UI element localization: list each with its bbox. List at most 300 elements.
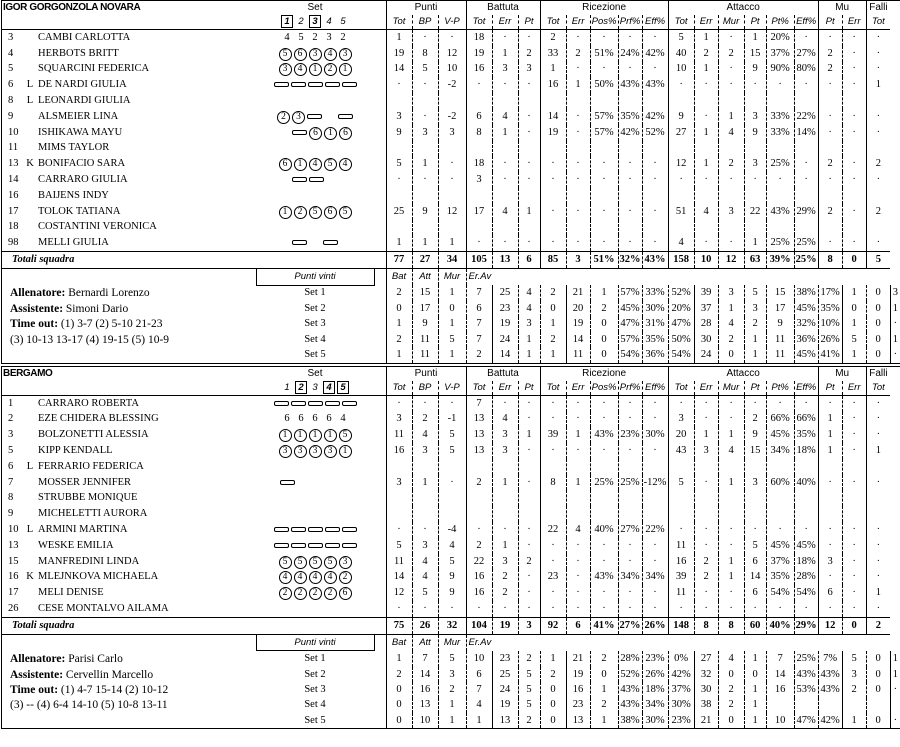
set-bench-mark bbox=[308, 527, 323, 532]
stat-cell: · bbox=[590, 412, 618, 428]
stat-cell: 16 bbox=[386, 443, 412, 459]
stat-cell: · bbox=[866, 475, 890, 491]
stat-cell: 17 bbox=[466, 204, 492, 220]
att-value: 17 bbox=[412, 301, 438, 316]
set-stat-cell: 0 bbox=[866, 667, 890, 682]
set-stat-cell: 16 bbox=[566, 682, 590, 697]
set-stat-cell: 2 bbox=[590, 698, 618, 713]
erav-value: 4 bbox=[466, 698, 492, 713]
set-position: 6 bbox=[284, 413, 290, 425]
set-stat-cell: · bbox=[890, 713, 900, 728]
stat-cell: 3 bbox=[744, 475, 766, 491]
column-header: Pt bbox=[818, 15, 842, 30]
set-stat-cell: 1 bbox=[744, 347, 766, 362]
player-set-entries bbox=[256, 490, 374, 506]
set-position: 6 bbox=[312, 413, 318, 425]
player-name: MANFREDINI LINDA bbox=[38, 555, 140, 567]
att-value: 14 bbox=[412, 667, 438, 682]
stat-cell: · bbox=[694, 172, 718, 188]
player-name: LEONARDI GIULIA bbox=[38, 95, 131, 107]
set-stat-cell: 45% bbox=[618, 301, 642, 316]
set-position: 2 bbox=[294, 206, 307, 219]
stat-cell bbox=[590, 220, 618, 236]
stat-cell: · bbox=[766, 522, 794, 538]
player-number: 1 bbox=[8, 397, 14, 409]
stat-cell bbox=[694, 141, 718, 157]
player-set-entries bbox=[256, 412, 374, 428]
set-position: 6 bbox=[339, 127, 352, 140]
set-stat-cell: 18% bbox=[642, 682, 668, 697]
set-stat-cell: 19 bbox=[492, 698, 518, 713]
player-row bbox=[2, 46, 900, 62]
stat-cell bbox=[492, 141, 518, 157]
player-name: ARMINI MARTINA bbox=[38, 523, 128, 535]
totals-label: Totali squadra bbox=[2, 252, 386, 269]
set-position: 5 bbox=[298, 31, 304, 43]
stat-cell: 1 bbox=[438, 235, 466, 251]
player-role bbox=[24, 141, 36, 157]
set-bench-mark bbox=[338, 114, 353, 119]
player-number: 6 bbox=[8, 460, 14, 472]
stat-cell: · bbox=[718, 395, 744, 411]
column-header: Err bbox=[492, 15, 518, 30]
set-stat-cell: 1 bbox=[842, 713, 866, 728]
stat-cell bbox=[540, 220, 566, 236]
set-stat-cell: 30% bbox=[668, 698, 694, 713]
stat-cell: 40% bbox=[590, 522, 618, 538]
stat-cell: · bbox=[866, 46, 890, 62]
stat-cell: · bbox=[642, 585, 668, 601]
stat-cell bbox=[744, 459, 766, 475]
player-number: 2 bbox=[8, 413, 14, 425]
coach-line bbox=[2, 285, 256, 301]
set-position: 5 bbox=[309, 556, 322, 569]
stat-cell: 1 bbox=[566, 475, 590, 491]
player-number: 9 bbox=[8, 110, 14, 122]
player-role bbox=[24, 125, 36, 141]
total-cell: 6 bbox=[566, 617, 590, 634]
column-header: Err bbox=[842, 381, 866, 396]
stat-cell bbox=[540, 459, 566, 475]
set-stat-cell: 14 bbox=[566, 332, 590, 347]
stat-cell: · bbox=[866, 412, 890, 428]
stat-cell: · bbox=[794, 30, 818, 46]
column-header: Pt bbox=[518, 381, 540, 396]
stat-cell: 4 bbox=[438, 538, 466, 554]
set-stat-cell: · bbox=[890, 682, 900, 697]
stat-cell: · bbox=[590, 601, 618, 617]
totals-label: Totali squadra bbox=[2, 617, 386, 634]
set-stat-cell: 2 bbox=[540, 332, 566, 347]
set-stat-cell: 34% bbox=[642, 698, 668, 713]
stat-cell: · bbox=[540, 538, 566, 554]
stat-cell: · bbox=[438, 156, 466, 172]
stat-cell: · bbox=[642, 204, 668, 220]
stat-cell: · bbox=[590, 443, 618, 459]
player-set-entries bbox=[256, 459, 374, 475]
set-position: 5 bbox=[279, 48, 292, 61]
stat-cell: 3 bbox=[466, 172, 492, 188]
column-header: Eff% bbox=[642, 381, 668, 396]
set-stat-cell: 7% bbox=[818, 651, 842, 667]
stat-cell bbox=[412, 141, 438, 157]
set-stat-cell: 43% bbox=[794, 667, 818, 682]
stat-cell: · bbox=[412, 30, 438, 46]
set-bench-mark bbox=[291, 401, 306, 406]
stat-cell: 18 bbox=[466, 30, 492, 46]
stat-cell: 2 bbox=[718, 156, 744, 172]
stat-cell: · bbox=[842, 204, 866, 220]
set-stat-cell: 19 bbox=[492, 317, 518, 332]
stat-cell bbox=[412, 93, 438, 109]
set-summary-label: Set 5 bbox=[304, 349, 326, 360]
stat-cell: 1 bbox=[718, 427, 744, 443]
stat-cell bbox=[866, 141, 890, 157]
set-position: 6 bbox=[309, 127, 322, 140]
set-position: 3 bbox=[279, 63, 292, 76]
stat-cell: 10 bbox=[438, 62, 466, 78]
stat-cell bbox=[794, 506, 818, 522]
set-position: 4 bbox=[284, 31, 290, 43]
total-cell: 0 bbox=[842, 252, 866, 269]
player-number: 3 bbox=[8, 31, 14, 43]
stat-cell: 9 bbox=[412, 204, 438, 220]
stat-cell: · bbox=[842, 62, 866, 78]
stat-cell: · bbox=[744, 172, 766, 188]
stat-cell: · bbox=[566, 443, 590, 459]
set-number-label: 5 bbox=[337, 381, 349, 394]
set-summary-label: Set 4 bbox=[304, 333, 326, 345]
total-cell: 27% bbox=[618, 617, 642, 634]
set-stat-cell: 5 bbox=[518, 698, 540, 713]
erav-value: 7 bbox=[466, 332, 492, 347]
stat-cell: 6 bbox=[744, 585, 766, 601]
set-stat-cell: 37 bbox=[694, 301, 718, 316]
stat-cell: 3 bbox=[386, 475, 412, 491]
stat-cell: 11 bbox=[386, 554, 412, 570]
stat-cell: · bbox=[566, 125, 590, 141]
erav-value: 7 bbox=[466, 317, 492, 332]
column-header: Pos% bbox=[590, 381, 618, 396]
coach-info-label: Assistente: bbox=[10, 668, 64, 681]
stat-cell bbox=[438, 188, 466, 204]
att-header: Att bbox=[412, 268, 438, 285]
stat-cell: -2 bbox=[438, 109, 466, 125]
team-name: IGOR GORGONZOLA NOVARA bbox=[3, 2, 141, 13]
stat-cell: 9 bbox=[744, 427, 766, 443]
player-row bbox=[2, 77, 900, 93]
total-cell: 0 bbox=[842, 617, 866, 634]
bat-header: Bat bbox=[386, 268, 412, 285]
player-row bbox=[2, 443, 900, 459]
stat-cell: · bbox=[694, 109, 718, 125]
stat-cell bbox=[566, 93, 590, 109]
stat-cell bbox=[766, 506, 794, 522]
total-cell: 40% bbox=[766, 617, 794, 634]
stat-cell: 1 bbox=[412, 475, 438, 491]
column-header: Err bbox=[566, 381, 590, 396]
column-header: Pt% bbox=[766, 381, 794, 396]
player-number: 9 bbox=[8, 508, 14, 520]
player-number: 13 bbox=[8, 158, 19, 170]
player-name: HERBOTS BRITT bbox=[38, 47, 119, 59]
stat-cell: 22% bbox=[794, 109, 818, 125]
set-position: 2 bbox=[312, 31, 318, 43]
set-stat-cell: 19 bbox=[566, 317, 590, 332]
stat-cell: · bbox=[694, 475, 718, 491]
set-stat-cell: 0 bbox=[866, 301, 890, 316]
stat-cell: 6 bbox=[818, 585, 842, 601]
stat-cell: · bbox=[566, 585, 590, 601]
stat-cell: 20% bbox=[766, 30, 794, 46]
player-set-entries bbox=[256, 443, 374, 459]
set-bench-mark bbox=[274, 82, 289, 87]
set-bench-mark bbox=[308, 543, 323, 548]
set-summary-row bbox=[2, 347, 900, 362]
set-stat-cell: 1 bbox=[590, 682, 618, 697]
stat-cell: 19 bbox=[386, 46, 412, 62]
player-name: DE NARDI GIULIA bbox=[38, 79, 127, 91]
stat-cell: 1 bbox=[518, 427, 540, 443]
player-number: 11 bbox=[8, 142, 19, 154]
stat-cell: · bbox=[642, 30, 668, 46]
stat-cell: · bbox=[492, 172, 518, 188]
stat-cell: 14 bbox=[744, 569, 766, 585]
set-stat-cell: · bbox=[890, 347, 900, 362]
stat-cell: 5 bbox=[744, 538, 766, 554]
stat-cell bbox=[744, 141, 766, 157]
player-row bbox=[2, 172, 900, 188]
player-role bbox=[24, 601, 36, 617]
stat-cell bbox=[866, 506, 890, 522]
stat-cell bbox=[518, 220, 540, 236]
stat-cell bbox=[386, 220, 412, 236]
player-number: 98 bbox=[8, 237, 19, 249]
stat-cell: 39 bbox=[668, 569, 694, 585]
stat-cell: · bbox=[566, 30, 590, 46]
stat-cell: 35% bbox=[766, 569, 794, 585]
punti-vinti-header: Punti vinti bbox=[256, 268, 374, 285]
player-row bbox=[2, 156, 900, 172]
stat-cell: · bbox=[412, 77, 438, 93]
set-stat-cell: 47% bbox=[668, 317, 694, 332]
stat-cell: 2 bbox=[818, 156, 842, 172]
column-header: Err bbox=[842, 15, 866, 30]
column-header: Eff% bbox=[794, 381, 818, 396]
set-stat-cell: 10 bbox=[766, 713, 794, 728]
set-stat-cell: 2 bbox=[590, 651, 618, 667]
total-cell: 85 bbox=[540, 252, 566, 269]
stat-cell: 5 bbox=[668, 30, 694, 46]
stat-cell: 22% bbox=[642, 522, 668, 538]
total-cell: 5 bbox=[866, 252, 890, 269]
stat-cell: · bbox=[618, 395, 642, 411]
set-bench-mark bbox=[308, 82, 323, 87]
stat-cell: · bbox=[566, 569, 590, 585]
stat-cell: 4 bbox=[718, 443, 744, 459]
set-stat-cell: 24 bbox=[694, 347, 718, 362]
stat-cell: · bbox=[590, 235, 618, 251]
player-name: MELLI GIULIA bbox=[38, 237, 109, 249]
stat-cell bbox=[412, 506, 438, 522]
team-name: BERGAMO bbox=[3, 367, 53, 379]
stat-cell: -1 bbox=[438, 412, 466, 428]
set-stat-cell: 0 bbox=[590, 317, 618, 332]
set-position: 5 bbox=[279, 556, 292, 569]
stat-cell bbox=[540, 506, 566, 522]
stat-cell: 2 bbox=[694, 569, 718, 585]
stat-cell: 3 bbox=[518, 62, 540, 78]
player-row bbox=[2, 427, 900, 443]
stat-cell: · bbox=[642, 172, 668, 188]
stat-cell bbox=[718, 220, 744, 236]
player-number: 10 bbox=[8, 126, 19, 138]
stat-cell bbox=[518, 188, 540, 204]
stat-cell bbox=[618, 459, 642, 475]
player-role bbox=[24, 490, 36, 506]
stat-cell bbox=[718, 141, 744, 157]
stat-cell: · bbox=[842, 172, 866, 188]
set-stat-cell: 23% bbox=[642, 651, 668, 667]
set-stat-cell: 23 bbox=[492, 301, 518, 316]
stat-cell: · bbox=[518, 395, 540, 411]
stat-cell: · bbox=[386, 601, 412, 617]
player-number: 18 bbox=[8, 221, 19, 233]
column-header: Tot bbox=[466, 381, 492, 396]
stat-cell: 13 bbox=[466, 443, 492, 459]
stat-cell: 25 bbox=[386, 204, 412, 220]
stat-cell: 45% bbox=[794, 538, 818, 554]
set-stat-cell: 38% bbox=[618, 713, 642, 728]
stat-cell: 9 bbox=[744, 62, 766, 78]
stat-cell bbox=[842, 93, 866, 109]
set-numbers bbox=[256, 15, 374, 30]
stat-cell: 16 bbox=[540, 77, 566, 93]
stat-cell: · bbox=[694, 601, 718, 617]
stat-cell: 5 bbox=[386, 538, 412, 554]
total-cell: 158 bbox=[668, 252, 694, 269]
set-position: 1 bbox=[309, 429, 322, 442]
stat-cell bbox=[466, 506, 492, 522]
stat-cell bbox=[518, 459, 540, 475]
set-position: 3 bbox=[339, 556, 352, 569]
stat-cell: · bbox=[518, 156, 540, 172]
stat-cell: · bbox=[866, 109, 890, 125]
stat-cell bbox=[818, 188, 842, 204]
player-set-entries bbox=[256, 601, 374, 617]
stat-cell: 3 bbox=[744, 156, 766, 172]
player-row bbox=[2, 204, 900, 220]
stat-cell: · bbox=[540, 204, 566, 220]
stat-cell: · bbox=[766, 77, 794, 93]
stat-cell: 4 bbox=[718, 125, 744, 141]
stat-cell: 2 bbox=[566, 46, 590, 62]
stat-cell: 3 bbox=[412, 538, 438, 554]
stat-cell bbox=[492, 506, 518, 522]
erav-value: 6 bbox=[466, 667, 492, 682]
stat-cell bbox=[718, 506, 744, 522]
set-stat-cell: 32% bbox=[794, 317, 818, 332]
stat-cell: 5 bbox=[386, 156, 412, 172]
player-number: 26 bbox=[8, 602, 19, 614]
set-summary-label: Set 3 bbox=[304, 318, 326, 330]
set-stat-cell: 13 bbox=[566, 713, 590, 728]
set-stat-cell: 25% bbox=[794, 651, 818, 667]
stat-cell bbox=[794, 220, 818, 236]
stat-cell: 9 bbox=[386, 125, 412, 141]
stat-cell: 40% bbox=[794, 475, 818, 491]
total-cell: 29% bbox=[794, 617, 818, 634]
stat-cell: 5 bbox=[438, 443, 466, 459]
stat-cell: · bbox=[642, 235, 668, 251]
stat-cell: 34% bbox=[618, 569, 642, 585]
stat-cell: 2 bbox=[540, 30, 566, 46]
set-stat-cell: 0 bbox=[718, 713, 744, 728]
set-position: 3 bbox=[309, 48, 322, 61]
set-stat-cell: 11 bbox=[766, 332, 794, 347]
stat-cell: · bbox=[438, 395, 466, 411]
set-stat-cell: 5 bbox=[518, 667, 540, 682]
stat-cell bbox=[718, 188, 744, 204]
total-cell: 6 bbox=[518, 252, 540, 269]
stat-cell bbox=[718, 490, 744, 506]
stat-cell: · bbox=[718, 235, 744, 251]
player-set-entries bbox=[256, 585, 374, 601]
set-position: 3 bbox=[292, 111, 305, 124]
player-name: MLEJNKOVA MICHAELA bbox=[38, 571, 159, 583]
stat-cell bbox=[386, 490, 412, 506]
set-stat-cell: 5 bbox=[842, 332, 866, 347]
coach-info-label: Time out: bbox=[10, 318, 59, 331]
set-stat-cell: 43% bbox=[818, 667, 842, 682]
stat-cell: · bbox=[412, 395, 438, 411]
set-stat-cell bbox=[818, 698, 842, 713]
set-position: 2 bbox=[340, 31, 346, 43]
stat-cell: · bbox=[518, 412, 540, 428]
stat-cell bbox=[642, 141, 668, 157]
stat-cell bbox=[642, 459, 668, 475]
set-stat-cell: 0 bbox=[540, 682, 566, 697]
stat-cell bbox=[438, 220, 466, 236]
set-bench-mark bbox=[291, 543, 306, 548]
stat-cell: · bbox=[818, 172, 842, 188]
stat-cell: · bbox=[842, 77, 866, 93]
stat-cell: · bbox=[518, 30, 540, 46]
stat-cell bbox=[744, 220, 766, 236]
stat-cell bbox=[438, 141, 466, 157]
stat-cell bbox=[590, 490, 618, 506]
set-stat-cell: 16 bbox=[766, 682, 794, 697]
stat-cell bbox=[590, 141, 618, 157]
stat-cell bbox=[642, 188, 668, 204]
player-name: MELI DENISE bbox=[38, 587, 104, 599]
stat-cell: · bbox=[818, 569, 842, 585]
punti-header: Punti bbox=[386, 1, 466, 15]
stat-cell: · bbox=[866, 569, 890, 585]
set-stat-cell: 31% bbox=[642, 317, 668, 332]
stat-cell: · bbox=[718, 172, 744, 188]
player-row bbox=[2, 220, 900, 236]
set-bench-mark bbox=[308, 401, 323, 406]
player-number: 6 bbox=[8, 79, 14, 91]
stat-cell bbox=[412, 188, 438, 204]
stat-cell: 22 bbox=[466, 554, 492, 570]
set-bench-mark bbox=[280, 480, 295, 485]
mur-value: 5 bbox=[438, 332, 466, 347]
set-position: 5 bbox=[339, 429, 352, 442]
stat-cell: 12 bbox=[386, 585, 412, 601]
set-position: 1 bbox=[339, 445, 352, 458]
